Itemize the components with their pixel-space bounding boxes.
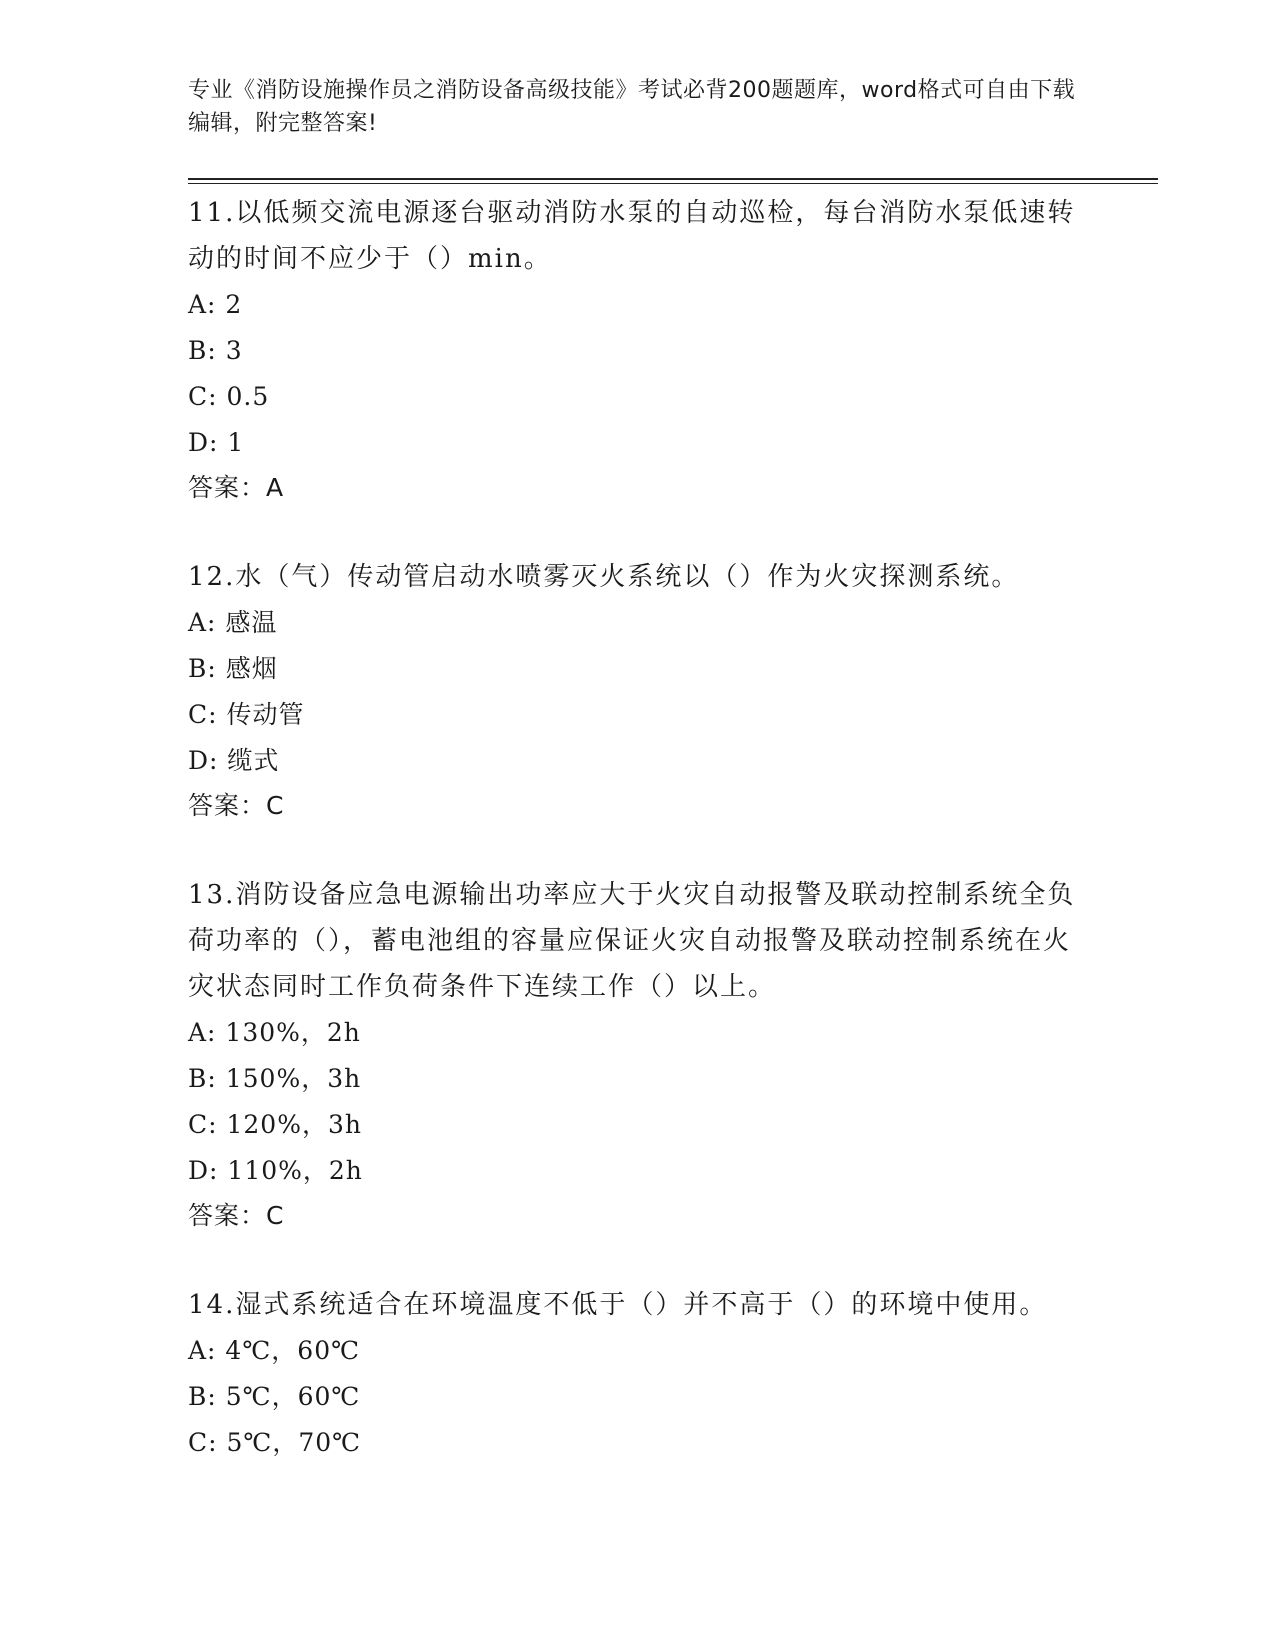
- option-c: C: 5℃，70℃: [188, 1428, 362, 1457]
- question-stem: 14.湿式系统适合在环境温度不低于（）并不高于（）的环境中使用。: [188, 1290, 1048, 1320]
- answer-line: 答案：C: [188, 791, 285, 820]
- question-11: [188, 190, 1088, 510]
- question-stem: 11.以低频交流电源逐台驱动消防水泵的自动巡检，每台消防水泵低速转动的时间不应少于（）min。: [188, 198, 1076, 274]
- option-c: C: 0.5: [188, 382, 270, 411]
- option-a: A: 感温: [188, 608, 278, 637]
- question-12: [188, 554, 1088, 828]
- option-c: C: 传动管: [188, 700, 305, 729]
- question-14: [188, 1282, 1088, 1466]
- question-13: [188, 872, 1088, 1238]
- option-c: C: 120%，3h: [188, 1110, 362, 1139]
- answer-line: 答案：A: [188, 473, 285, 502]
- option-b: B: 3: [188, 336, 243, 365]
- option-a: A: 2: [188, 290, 243, 319]
- option-a: A: 4℃，60℃: [188, 1336, 361, 1365]
- option-a: A: 130%，2h: [188, 1018, 361, 1047]
- header-divider-thin: [188, 183, 1158, 184]
- question-stem: 13.消防设备应急电源输出功率应大于火灾自动报警及联动控制系统全负荷功率的（），蓄电池组的容量应保证火灾自动报警及联动控制系统在火灾状态同时工作负荷条件下连续工作（）以上。: [188, 880, 1076, 1002]
- option-b: B: 感烟: [188, 654, 278, 683]
- option-d: D: 110%，2h: [188, 1156, 363, 1185]
- document-title: 专业《消防设施操作员之消防设备高级技能》考试必背200题题库，word格式可自由下载编辑，附完整答案!: [188, 78, 1076, 136]
- option-b: B: 5℃，60℃: [188, 1382, 361, 1411]
- option-b: B: 150%，3h: [188, 1064, 362, 1093]
- question-stem: 12.水（气）传动管启动水喷雾灭火系统以（）作为火灾探测系统。: [188, 562, 1020, 592]
- header-divider-thick: [188, 178, 1158, 180]
- option-d: D: 缆式: [188, 746, 280, 775]
- question-list: [188, 190, 1088, 1510]
- answer-line: 答案：C: [188, 1201, 285, 1230]
- option-d: D: 1: [188, 428, 245, 457]
